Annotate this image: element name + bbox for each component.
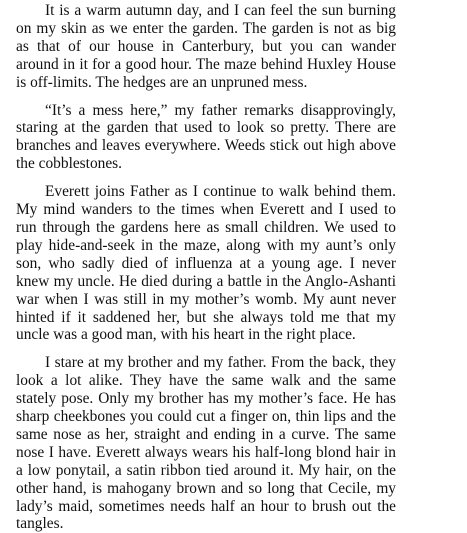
paragraph-childhood-memory: Everett joins Father as I continue to walk behind them. My mind wanders to the times when Everett and I used to run through the gardens here as small children. We used to play hide-and-seek in the maze, along with my aunt’s only son, who sadly died of influenza at a young age. I never knew my uncle. He died during a battle in the Anglo-Ashanti war when I was still in my mother’s womb. My aunt never hinted if it saddened her, but she always told me that my uncle was a good man, with his heart in the right place. [16, 183, 396, 344]
paragraph-brother-description: I stare at my brother and my father. From the back, they look a lot alike. They have the same walk and the same stately pose. Only my brother has my mother’s face. He has sharp cheekbones you could cut a finger on, thin lips and the same nose as her, straight and ending in a curve. The same nose I have. Everett always wears his half-long blond hair in a low ponytail, a satin ribbon tied around it. My hair, on the other hand, is mahogany brown and so long that Cecile, my lady’s maid, sometimes needs half an hour to brush out the tangles. [16, 354, 396, 533]
paragraph-father-remark: “It’s a mess here,” my father remarks disapprovingly, staring at the garden that used to look so pretty. There are branches and leaves everywhere. Weeds stick out high above the cobblestones. [16, 101, 396, 173]
paragraph-garden-arrival: It is a warm autumn day, and I can feel the sun burning on my skin as we enter the garden. The garden is not as big as that of our house in Canterbury, but you can wander around in it for a good hour. The maze behind Huxley House is off-limits. The hedges are an unpruned mess. [16, 2, 396, 91]
document-page [16, 2, 396, 533]
